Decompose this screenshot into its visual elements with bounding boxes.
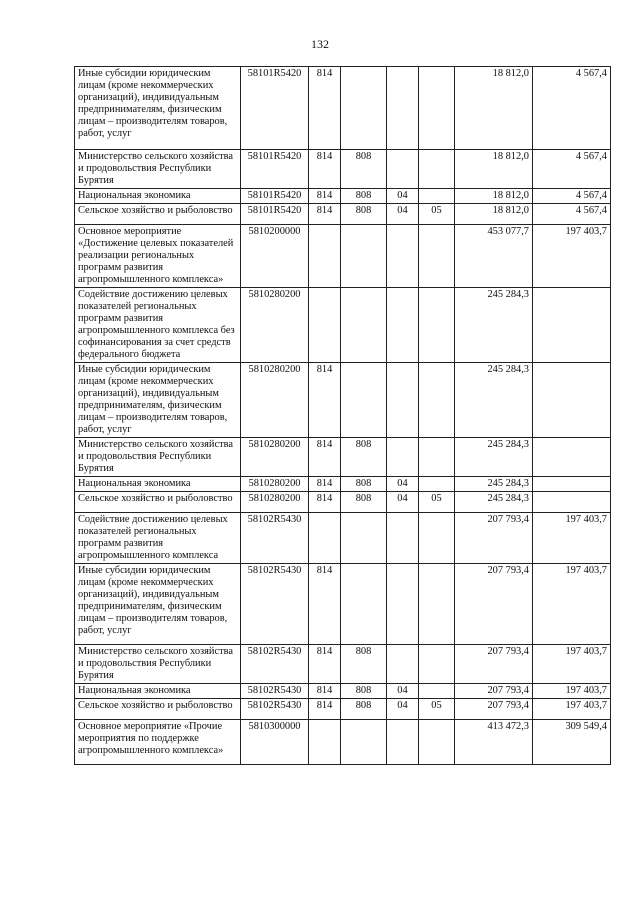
amount-1-cell: 245 284,3 xyxy=(455,492,533,513)
ministry-code-cell xyxy=(309,288,341,363)
target-code-cell: 5810200000 xyxy=(241,225,309,288)
amount-2-cell xyxy=(533,438,611,477)
amount-1-cell: 18 812,0 xyxy=(455,189,533,204)
row-name-cell: Иные субсидии юридическим лицам (кроме некоммерческих организаций), индивидуальным предпринимателям, физическим лицам – производителям товаров, работ, услуг xyxy=(75,363,241,438)
row-name-cell: Министерство сельского хозяйства и продовольствия Республики Бурятия xyxy=(75,438,241,477)
table-row xyxy=(75,699,611,720)
row-name-cell: Министерство сельского хозяйства и продовольствия Республики Бурятия xyxy=(75,645,241,684)
amount-1-cell: 18 812,0 xyxy=(455,204,533,225)
target-code-cell: 58101R5420 xyxy=(241,204,309,225)
amount-1-cell: 207 793,4 xyxy=(455,513,533,564)
expense-type-cell xyxy=(419,67,455,150)
table-row xyxy=(75,564,611,645)
target-code-cell: 58102R5430 xyxy=(241,645,309,684)
ministry-code-cell: 814 xyxy=(309,492,341,513)
row-name-cell: Иные субсидии юридическим лицам (кроме некоммерческих организаций), индивидуальным предпринимателям, физическим лицам – производителям товаров, работ, услуг xyxy=(75,67,241,150)
expense-type-cell xyxy=(419,189,455,204)
ministry-code-cell xyxy=(309,225,341,288)
amount-1-cell: 245 284,3 xyxy=(455,288,533,363)
amount-1-cell: 413 472,3 xyxy=(455,720,533,765)
section-code-cell: 808 xyxy=(341,150,387,189)
expense-type-cell xyxy=(419,477,455,492)
section-code-cell xyxy=(341,564,387,645)
table-row xyxy=(75,225,611,288)
table-row xyxy=(75,645,611,684)
table-row xyxy=(75,684,611,699)
table-row xyxy=(75,189,611,204)
target-code-cell: 5810280200 xyxy=(241,477,309,492)
target-code-cell: 58101R5420 xyxy=(241,150,309,189)
amount-1-cell: 453 077,7 xyxy=(455,225,533,288)
ministry-code-cell: 814 xyxy=(309,699,341,720)
section-code-cell: 808 xyxy=(341,438,387,477)
amount-2-cell: 197 403,7 xyxy=(533,645,611,684)
ministry-code-cell: 814 xyxy=(309,189,341,204)
target-code-cell: 5810280200 xyxy=(241,288,309,363)
ministry-code-cell: 814 xyxy=(309,438,341,477)
expense-type-cell xyxy=(419,645,455,684)
amount-2-cell xyxy=(533,288,611,363)
subsection-code-cell xyxy=(387,645,419,684)
subsection-code-cell: 04 xyxy=(387,492,419,513)
amount-2-cell: 309 549,4 xyxy=(533,720,611,765)
expense-type-cell xyxy=(419,150,455,189)
amount-1-cell: 18 812,0 xyxy=(455,150,533,189)
subsection-code-cell xyxy=(387,438,419,477)
table-row xyxy=(75,720,611,765)
ministry-code-cell: 814 xyxy=(309,564,341,645)
section-code-cell: 808 xyxy=(341,492,387,513)
amount-2-cell: 197 403,7 xyxy=(533,513,611,564)
section-code-cell: 808 xyxy=(341,699,387,720)
table-row xyxy=(75,288,611,363)
expense-type-cell xyxy=(419,438,455,477)
section-code-cell: 808 xyxy=(341,684,387,699)
amount-2-cell xyxy=(533,363,611,438)
amount-2-cell: 197 403,7 xyxy=(533,564,611,645)
amount-2-cell xyxy=(533,492,611,513)
target-code-cell: 58101R5420 xyxy=(241,67,309,150)
row-name-cell: Основное мероприятие «Прочие мероприятия по поддержке агропромышленного комплекса» xyxy=(75,720,241,765)
target-code-cell: 5810300000 xyxy=(241,720,309,765)
amount-2-cell: 4 567,4 xyxy=(533,189,611,204)
amount-2-cell: 197 403,7 xyxy=(533,225,611,288)
row-name-cell: Иные субсидии юридическим лицам (кроме некоммерческих организаций), индивидуальным предпринимателям, физическим лицам – производителям товаров, работ, услуг xyxy=(75,564,241,645)
amount-1-cell: 207 793,4 xyxy=(455,684,533,699)
section-code-cell xyxy=(341,513,387,564)
target-code-cell: 5810280200 xyxy=(241,492,309,513)
target-code-cell: 58102R5430 xyxy=(241,564,309,645)
expense-type-cell xyxy=(419,225,455,288)
table-row xyxy=(75,363,611,438)
expense-type-cell xyxy=(419,363,455,438)
amount-1-cell: 207 793,4 xyxy=(455,699,533,720)
table-row xyxy=(75,438,611,477)
row-name-cell: Сельское хозяйство и рыболовство xyxy=(75,699,241,720)
row-name-cell: Содействие достижению целевых показателей региональных программ развития агропромышленного комплекса без софинансирования за счет средств федерального бюджета xyxy=(75,288,241,363)
section-code-cell xyxy=(341,720,387,765)
subsection-code-cell: 04 xyxy=(387,204,419,225)
target-code-cell: 5810280200 xyxy=(241,363,309,438)
ministry-code-cell: 814 xyxy=(309,204,341,225)
subsection-code-cell xyxy=(387,720,419,765)
subsection-code-cell xyxy=(387,288,419,363)
row-name-cell: Содействие достижению целевых показателей региональных программ развития агропромышленного комплекса xyxy=(75,513,241,564)
subsection-code-cell: 04 xyxy=(387,189,419,204)
amount-1-cell: 245 284,3 xyxy=(455,477,533,492)
amount-1-cell: 207 793,4 xyxy=(455,645,533,684)
target-code-cell: 58101R5420 xyxy=(241,189,309,204)
subsection-code-cell xyxy=(387,363,419,438)
ministry-code-cell xyxy=(309,720,341,765)
amount-2-cell: 197 403,7 xyxy=(533,699,611,720)
expense-type-cell xyxy=(419,720,455,765)
ministry-code-cell: 814 xyxy=(309,477,341,492)
amount-1-cell: 18 812,0 xyxy=(455,67,533,150)
table-row xyxy=(75,150,611,189)
row-name-cell: Национальная экономика xyxy=(75,684,241,699)
subsection-code-cell xyxy=(387,513,419,564)
section-code-cell: 808 xyxy=(341,645,387,684)
table-row xyxy=(75,67,611,150)
amount-1-cell: 207 793,4 xyxy=(455,564,533,645)
subsection-code-cell xyxy=(387,225,419,288)
amount-2-cell: 4 567,4 xyxy=(533,204,611,225)
table-row xyxy=(75,492,611,513)
ministry-code-cell xyxy=(309,513,341,564)
ministry-code-cell: 814 xyxy=(309,363,341,438)
expense-type-cell xyxy=(419,564,455,645)
section-code-cell: 808 xyxy=(341,477,387,492)
table-row xyxy=(75,204,611,225)
amount-2-cell: 197 403,7 xyxy=(533,684,611,699)
expense-type-cell: 05 xyxy=(419,699,455,720)
amount-2-cell xyxy=(533,477,611,492)
subsection-code-cell: 04 xyxy=(387,477,419,492)
row-name-cell: Основное мероприятие «Достижение целевых показателей реализации региональных программ развития агропромышленного комплекса» xyxy=(75,225,241,288)
target-code-cell: 5810280200 xyxy=(241,438,309,477)
row-name-cell: Национальная экономика xyxy=(75,189,241,204)
section-code-cell: 808 xyxy=(341,204,387,225)
ministry-code-cell: 814 xyxy=(309,684,341,699)
target-code-cell: 58102R5430 xyxy=(241,699,309,720)
subsection-code-cell: 04 xyxy=(387,699,419,720)
row-name-cell: Национальная экономика xyxy=(75,477,241,492)
row-name-cell: Министерство сельского хозяйства и продовольствия Республики Бурятия xyxy=(75,150,241,189)
section-code-cell xyxy=(341,225,387,288)
page-number: 132 xyxy=(311,37,329,51)
expense-type-cell: 05 xyxy=(419,204,455,225)
table-row xyxy=(75,477,611,492)
section-code-cell xyxy=(341,363,387,438)
subsection-code-cell xyxy=(387,67,419,150)
subsection-code-cell xyxy=(387,150,419,189)
table-row xyxy=(75,513,611,564)
expense-type-cell xyxy=(419,684,455,699)
amount-1-cell: 245 284,3 xyxy=(455,363,533,438)
expense-type-cell xyxy=(419,288,455,363)
amount-1-cell: 245 284,3 xyxy=(455,438,533,477)
target-code-cell: 58102R5430 xyxy=(241,684,309,699)
ministry-code-cell: 814 xyxy=(309,67,341,150)
row-name-cell: Сельское хозяйство и рыболовство xyxy=(75,204,241,225)
subsection-code-cell xyxy=(387,564,419,645)
row-name-cell: Сельское хозяйство и рыболовство xyxy=(75,492,241,513)
section-code-cell xyxy=(341,67,387,150)
amount-2-cell: 4 567,4 xyxy=(533,67,611,150)
target-code-cell: 58102R5430 xyxy=(241,513,309,564)
expense-type-cell: 05 xyxy=(419,492,455,513)
section-code-cell: 808 xyxy=(341,189,387,204)
subsection-code-cell: 04 xyxy=(387,684,419,699)
budget-table xyxy=(74,66,611,765)
amount-2-cell: 4 567,4 xyxy=(533,150,611,189)
ministry-code-cell: 814 xyxy=(309,150,341,189)
section-code-cell xyxy=(341,288,387,363)
ministry-code-cell: 814 xyxy=(309,645,341,684)
expense-type-cell xyxy=(419,513,455,564)
